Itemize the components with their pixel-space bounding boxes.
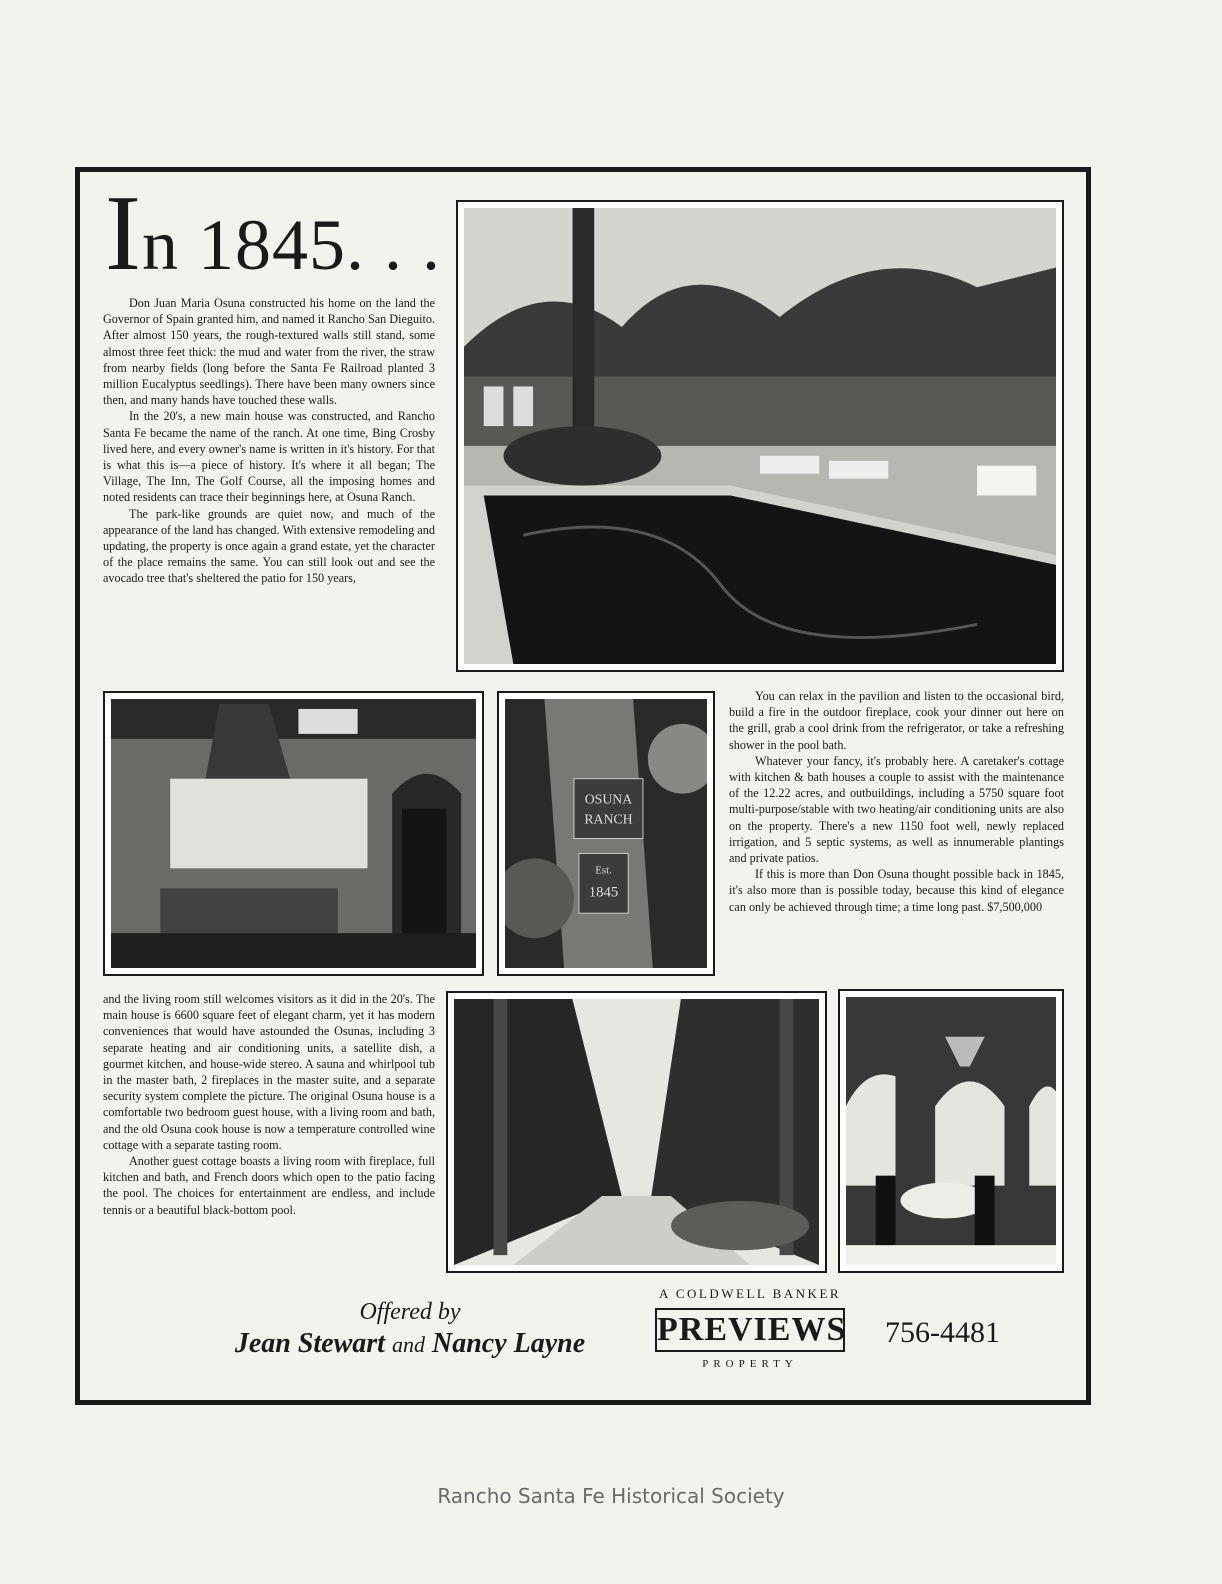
headline-initial: I — [105, 174, 142, 293]
body-column-2 — [729, 688, 1064, 915]
paragraph: Don Juan Maria Osuna constructed his home on the land the Governor of Spain granted him, and named it Rancho San Dieguito. After almost 150 years, the rough-textured walls still stand, some almost three feet thick: the mud and water from the river, the straw from nearby fields (long before the Santa Fe Railroad planted 3 million Eucalyptus seedlings). There have been many owners since then, and many hands have touched these walls. — [103, 296, 435, 408]
sign-year: 1845 — [588, 884, 619, 901]
brand-name: PREVIEWS — [655, 1308, 845, 1352]
paragraph: Whatever your fancy, it's probably here. A caretaker's cottage with kitchen & bath houses a couple to assist with the maintenance of the 12.22 acres, and outbuildings, including a 5750 square foot multi-purpose/stable with two heating/air conditioning units are also on the property. There's a new 1150 foot well, newly replaced irrigation, and 5 septic systems, as well as innumerable plantings and private patios. — [729, 753, 1064, 866]
brand-top: A COLDWELL BANKER — [658, 1286, 842, 1301]
watermark: Rancho Santa Fe Historical Society — [437, 1484, 785, 1508]
brand-bottom: PROPERTY — [702, 1358, 798, 1370]
sign-line1: OSUNA — [584, 792, 633, 808]
agent-and: and — [391, 1332, 425, 1357]
palm-drive-photo — [446, 991, 827, 1273]
offered-by: Offered by — [359, 1299, 461, 1325]
kitchen-photo — [103, 691, 484, 976]
sign-line2: RANCH — [584, 812, 633, 828]
brand-logo — [640, 1286, 860, 1370]
paragraph: In the 20's, a new main house was constructed, and Rancho Santa Fe became the name of the ranch. At one time, Bing Crosby lived here, and every owner's name is written in it's history. For that is what this is—a piece of history. It's where it all began; The Village, The Inn, The Golf Course, all the imposing homes and noted residents can trace their beginnings here, at Osuna Ranch. — [103, 409, 435, 505]
phone-number: 756-4481 — [885, 1316, 1000, 1349]
paragraph: The park-like grounds are quiet now, and much of the appearance of the land has changed. With extensive remodeling and updating, the property is once again a grand estate, yet the character of the place remains the same. You can still look out and see the avocado tree that's sheltered the patio for 150 years, — [103, 506, 435, 586]
body-column-3 — [103, 991, 435, 1218]
headline — [105, 174, 441, 293]
paragraph: and the living room still welcomes visitors as it did in the 20's. The main house is 6600 square feet of elegant charm, yet it has modern conveniences that would have astounded the Osunas, including 3 separate heating and air conditioning units, a satellite dish, a gourmet kitchen, and house-wide stereo. A sauna and whirlpool tub in the master bath, 2 fireplaces in the master suite, and a separate security system complete the picture. The original Osuna house is a comfortable two bedroom guest house, with a living room and bath, and the old Osuna cook house is now a temperature controlled wine cottage with a separate tasting room. — [103, 992, 435, 1152]
dining-room-photo — [838, 989, 1064, 1273]
body-column-1 — [103, 295, 435, 587]
headline-text: n 1845. . . — [141, 205, 441, 285]
agent-name-2: Nancy Layne — [431, 1328, 586, 1359]
paragraph: Another guest cottage boasts a living room with fireplace, full kitchen and bath, and French doors which open to the patio facing the pool. The choices for entertainment are endless, and include tennis or a beautiful black-bottom pool. — [103, 1154, 435, 1217]
offered-by-block — [200, 1298, 620, 1363]
ranch-sign-photo — [497, 691, 715, 976]
paragraph: If this is more than Don Osuna thought possible back in 1845, it's also more than is possible today, because this kind of elegance can only be achieved through time; a time long past. $7,500,000 — [729, 867, 1064, 914]
sign-est: Est. — [595, 864, 612, 877]
pool-photo — [456, 200, 1064, 672]
agent-name-1: Jean Stewart — [234, 1328, 385, 1359]
paragraph: You can relax in the pavilion and listen to the occasional bird, build a fire in the outdoor fireplace, cook your dinner out here on the grill, grab a cool drink from the refrigerator, or take a refreshing shower in the pool bath. — [729, 689, 1064, 752]
